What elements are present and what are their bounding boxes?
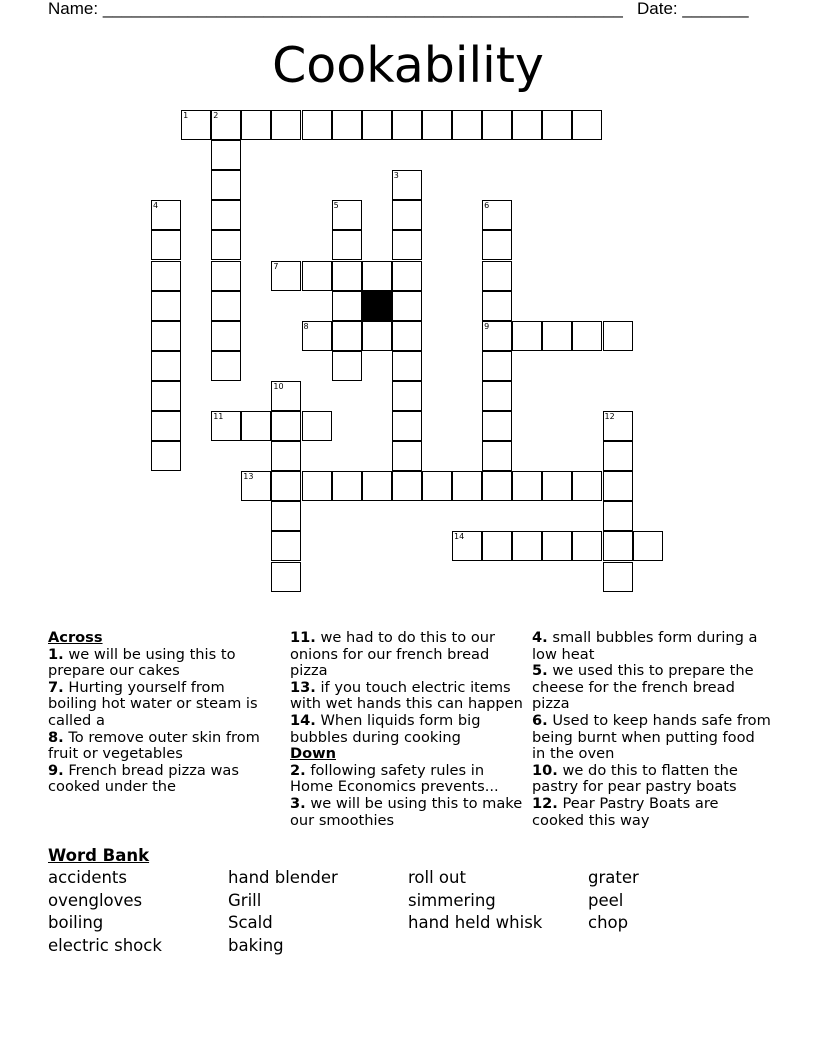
crossword-cell[interactable] bbox=[572, 471, 602, 501]
crossword-cell[interactable] bbox=[482, 261, 512, 291]
word-bank-item: ovengloves bbox=[48, 891, 143, 910]
crossword-cell[interactable] bbox=[332, 321, 362, 351]
crossword-black-cell bbox=[362, 291, 392, 321]
crossword-cell[interactable] bbox=[603, 531, 633, 561]
word-bank-heading: Word Bank bbox=[48, 846, 150, 865]
crossword-cell[interactable] bbox=[392, 411, 422, 441]
crossword-cell[interactable] bbox=[271, 411, 301, 441]
crossword-cell[interactable] bbox=[572, 531, 602, 561]
page-title: Cookability bbox=[272, 37, 544, 94]
word-bank-item: hand blender bbox=[228, 868, 338, 887]
crossword-cell[interactable] bbox=[271, 471, 301, 501]
name-label: Name: bbox=[48, 0, 99, 18]
crossword-cell[interactable] bbox=[332, 471, 362, 501]
crossword-cell[interactable] bbox=[482, 381, 512, 411]
crossword-cell[interactable] bbox=[482, 230, 512, 260]
crossword-cell[interactable] bbox=[482, 441, 512, 471]
across-clue-13: 13. if you touch electric items with wet hands this can happen bbox=[290, 678, 523, 713]
crossword-cell[interactable] bbox=[271, 441, 301, 471]
crossword-cell[interactable] bbox=[482, 471, 512, 501]
crossword-cell[interactable] bbox=[151, 411, 181, 441]
crossword-cell[interactable] bbox=[151, 291, 181, 321]
word-bank-item: peel bbox=[588, 891, 624, 910]
crossword-cell[interactable] bbox=[482, 110, 512, 140]
crossword-cell[interactable] bbox=[422, 110, 452, 140]
crossword-cell[interactable] bbox=[512, 531, 542, 561]
crossword-cell[interactable] bbox=[241, 411, 271, 441]
crossword-cell[interactable] bbox=[211, 200, 241, 230]
clue-number: 1 bbox=[183, 111, 189, 120]
crossword-cell[interactable] bbox=[392, 200, 422, 230]
crossword-cell[interactable] bbox=[392, 441, 422, 471]
word-bank-item: hand held whisk bbox=[408, 913, 543, 932]
crossword-cell[interactable] bbox=[603, 441, 633, 471]
crossword-cell[interactable] bbox=[392, 291, 422, 321]
clue-number: 2 bbox=[213, 111, 219, 120]
crossword-cell[interactable] bbox=[482, 411, 512, 441]
crossword-cell[interactable] bbox=[542, 321, 572, 351]
across-clue-1: 1. we will be using this to prepare our cakes bbox=[48, 645, 236, 680]
crossword-cell[interactable] bbox=[151, 381, 181, 411]
crossword-cell[interactable] bbox=[151, 351, 181, 381]
crossword-cell[interactable] bbox=[362, 110, 392, 140]
across-clue-8: 8. To remove outer skin from fruit or vegetables bbox=[48, 728, 260, 763]
crossword-cell[interactable] bbox=[603, 321, 633, 351]
across-clue-7: 7. Hurting yourself from boiling hot water or steam is called a bbox=[48, 678, 258, 729]
crossword-cell[interactable] bbox=[151, 261, 181, 291]
clue-number: 7 bbox=[273, 261, 279, 271]
crossword-cell[interactable] bbox=[302, 471, 332, 501]
crossword-cell[interactable] bbox=[482, 291, 512, 321]
name-line[interactable]: _______________________________________________________ bbox=[102, 0, 623, 18]
clue-number: 4 bbox=[153, 201, 159, 211]
crossword-cell[interactable] bbox=[151, 230, 181, 260]
crossword-cell[interactable] bbox=[362, 261, 392, 291]
down-clue-2: 2. following safety rules in Home Economics prevents... bbox=[290, 761, 499, 796]
word-bank-item: Grill bbox=[228, 891, 262, 910]
crossword-cell[interactable] bbox=[422, 471, 452, 501]
word-bank-item: chop bbox=[588, 913, 629, 932]
crossword-cell[interactable] bbox=[603, 501, 633, 531]
crossword-cell[interactable] bbox=[542, 531, 572, 561]
clue-number: 6 bbox=[484, 201, 490, 211]
clue-number: 12 bbox=[604, 412, 615, 421]
crossword-cell[interactable] bbox=[332, 291, 362, 321]
crossword-cell[interactable] bbox=[211, 230, 241, 260]
crossword-cell[interactable] bbox=[271, 110, 301, 140]
date-label: Date: bbox=[637, 0, 678, 18]
crossword-cell[interactable] bbox=[302, 411, 332, 441]
crossword-cell[interactable] bbox=[211, 291, 241, 321]
clues-column-1 bbox=[48, 630, 273, 796]
crossword-cell[interactable] bbox=[211, 140, 241, 170]
across-heading: Across bbox=[48, 629, 103, 646]
clue-number: 5 bbox=[333, 201, 339, 211]
crossword-cell[interactable] bbox=[482, 531, 512, 561]
crossword-cell[interactable] bbox=[603, 471, 633, 501]
clue-number: 9 bbox=[484, 321, 490, 331]
crossword-cell[interactable] bbox=[633, 531, 663, 561]
crossword-cell[interactable] bbox=[572, 321, 602, 351]
crossword-cell[interactable] bbox=[211, 261, 241, 291]
crossword-cell[interactable] bbox=[392, 110, 422, 140]
clue-number: 10 bbox=[273, 381, 284, 391]
crossword-cell[interactable] bbox=[512, 321, 542, 351]
word-bank-item: grater bbox=[588, 868, 639, 887]
down-clue-4: 4. small bubbles form during a low heat bbox=[532, 629, 758, 663]
crossword-cell[interactable] bbox=[332, 230, 362, 260]
crossword-cell[interactable] bbox=[572, 110, 602, 140]
crossword-cell[interactable] bbox=[151, 321, 181, 351]
crossword-cell[interactable] bbox=[211, 351, 241, 381]
down-clue-6: 6. Used to keep hands safe from being burnt when putting food in the oven bbox=[532, 711, 771, 763]
crossword-cell[interactable] bbox=[271, 501, 301, 531]
clues-column-2 bbox=[290, 630, 530, 829]
crossword-cell[interactable] bbox=[211, 321, 241, 351]
word-bank-item: electric shock bbox=[48, 936, 162, 955]
crossword-cell[interactable] bbox=[362, 321, 392, 351]
crossword-cell[interactable] bbox=[452, 110, 482, 140]
clue-number: 3 bbox=[393, 171, 399, 181]
crossword-cell[interactable] bbox=[211, 170, 241, 200]
crossword-cell[interactable] bbox=[392, 381, 422, 411]
crossword-cell[interactable] bbox=[482, 351, 512, 381]
down-clue-5: 5. we used this to prepare the cheese for the french bread pizza bbox=[532, 662, 754, 713]
across-clue-11: 11. we had to do this to our onions for our french bread pizza bbox=[290, 629, 496, 680]
clue-number: 14 bbox=[454, 532, 465, 542]
word-bank-item: simmering bbox=[408, 891, 496, 910]
clue-number: 8 bbox=[303, 321, 309, 331]
down-clue-3: 3. we will be using this to make our smoothies bbox=[290, 794, 523, 829]
crossword-cell[interactable] bbox=[392, 230, 422, 260]
down-clue-10: 10. we do this to flatten the pastry for pear pastry boats bbox=[532, 761, 738, 796]
crossword-cell[interactable] bbox=[512, 110, 542, 140]
date-line[interactable]: _______ bbox=[682, 0, 749, 18]
crossword-cell[interactable] bbox=[302, 261, 332, 291]
across-clue-14: 14. When liquids form big bubbles during cooking bbox=[290, 711, 481, 746]
crossword-cell[interactable] bbox=[362, 471, 392, 501]
crossword-cell[interactable] bbox=[392, 471, 422, 501]
word-bank-item: baking bbox=[228, 936, 284, 955]
crossword-cell[interactable] bbox=[302, 110, 332, 140]
crossword-cell[interactable] bbox=[271, 562, 301, 592]
crossword-cell[interactable] bbox=[512, 471, 542, 501]
down-heading: Down bbox=[290, 745, 337, 763]
crossword-cell[interactable] bbox=[542, 471, 572, 501]
crossword-cell[interactable] bbox=[392, 351, 422, 381]
word-bank-item: boiling bbox=[48, 913, 104, 932]
down-clue-12: 12. Pear Pastry Boats are cooked this way bbox=[532, 794, 719, 829]
clue-number: 13 bbox=[243, 472, 254, 482]
crossword-cell[interactable] bbox=[151, 441, 181, 471]
clues-column-3 bbox=[532, 630, 772, 829]
crossword-cell[interactable] bbox=[332, 351, 362, 381]
crossword-cell[interactable] bbox=[241, 110, 271, 140]
crossword-cell[interactable] bbox=[392, 321, 422, 351]
crossword-cell[interactable] bbox=[332, 110, 362, 140]
crossword-cell[interactable] bbox=[332, 261, 362, 291]
word-bank-item: accidents bbox=[48, 868, 127, 887]
crossword-cell[interactable] bbox=[452, 471, 482, 501]
word-bank-item: roll out bbox=[408, 868, 466, 887]
crossword-cell[interactable] bbox=[271, 531, 301, 561]
crossword-cell[interactable] bbox=[603, 562, 633, 592]
across-clue-9: 9. French bread pizza was cooked under the bbox=[48, 761, 239, 796]
word-bank-item: Scald bbox=[228, 913, 273, 932]
crossword-cell[interactable] bbox=[392, 261, 422, 291]
clue-number: 11 bbox=[213, 412, 224, 421]
crossword-cell[interactable] bbox=[542, 110, 572, 140]
